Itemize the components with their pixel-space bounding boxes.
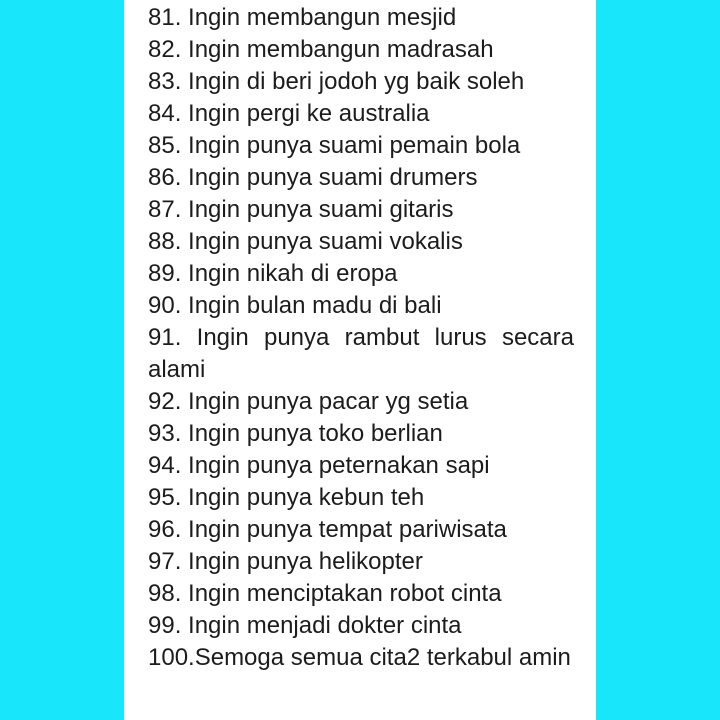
list-item: 91. Ingin punya rambut lurus secara alami [148,324,574,383]
list-item: 92. Ingin punya pacar yg setia [148,388,469,415]
list-item: 100.Semoga semua cita2 terkabul amin [148,644,571,671]
list-item: 87. Ingin punya suami gitaris [148,196,454,223]
list-item: 96. Ingin punya tempat pariwisata [148,516,507,543]
list-item: 83. Ingin di beri jodoh yg baik soleh [148,68,525,95]
list-item: 84. Ingin pergi ke australia [148,100,430,127]
left-cyan-border [0,0,124,720]
list-item: 93. Ingin punya toko berlian [148,420,443,447]
list-item: 88. Ingin punya suami vokalis [148,228,463,255]
list-item: 82. Ingin membangun madrasah [148,36,494,63]
list-item: 95. Ingin punya kebun teh [148,484,425,511]
list-item: 98. Ingin menciptakan robot cinta [148,580,502,607]
list-item: 97. Ingin punya helikopter [148,548,423,575]
list-item: 89. Ingin nikah di eropa [148,260,398,287]
wish-list [148,2,574,674]
right-cyan-border [596,0,720,720]
list-item: 86. Ingin punya suami drumers [148,164,478,191]
list-item: 99. Ingin menjadi dokter cinta [148,612,462,639]
list-item: 90. Ingin bulan madu di bali [148,292,442,319]
list-item: 85. Ingin punya suami pemain bola [148,132,521,159]
list-item: 94. Ingin punya peternakan sapi [148,452,490,479]
list-item: 81. Ingin membangun mesjid [148,4,457,31]
document-page [124,0,596,720]
